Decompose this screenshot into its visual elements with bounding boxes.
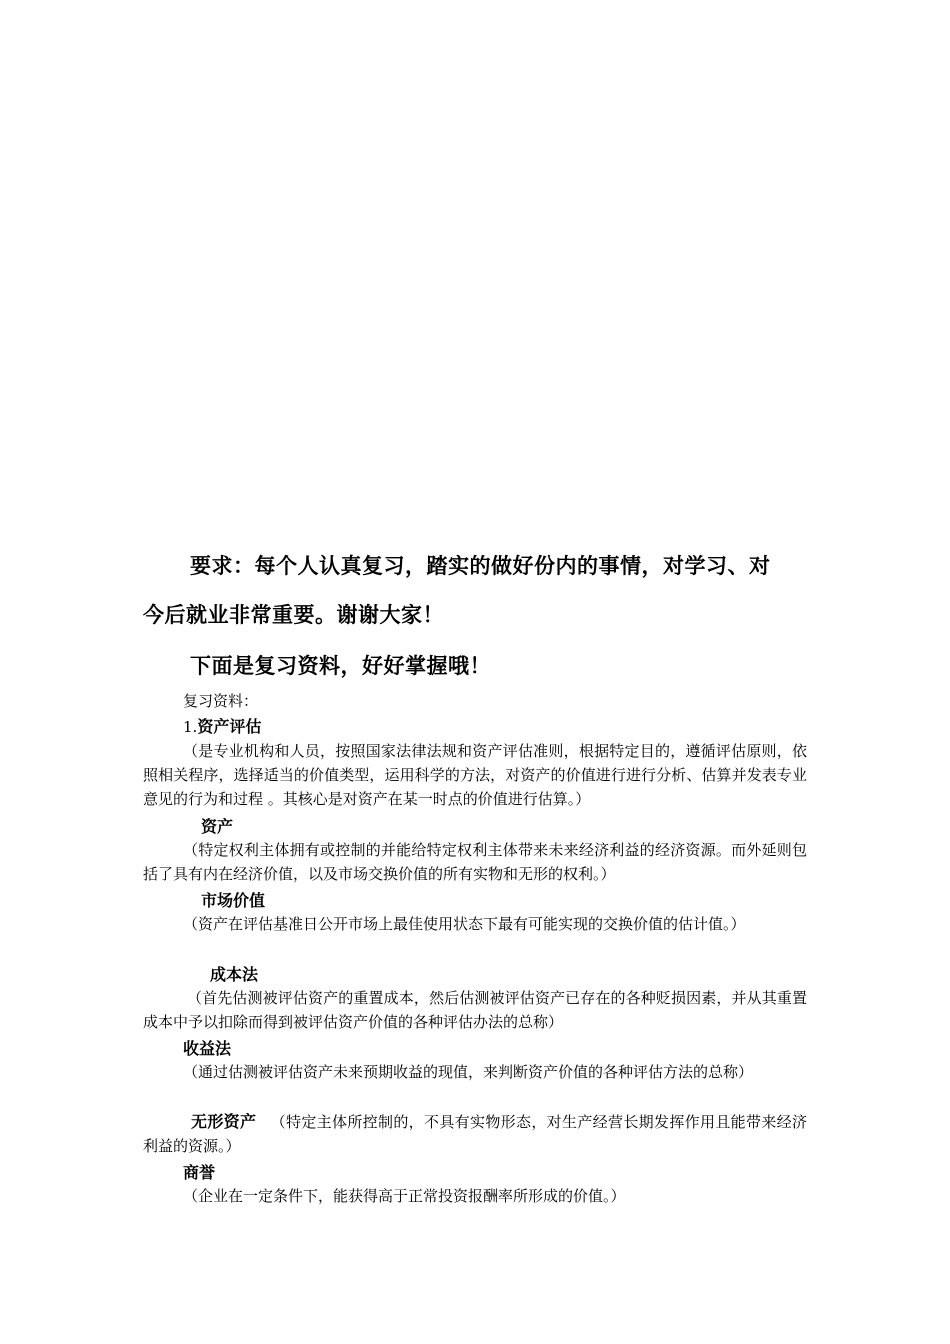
requirement-line-1: 要求：每个人认真复习，踏实的做好份内的事情，对学习、对	[190, 554, 771, 578]
term-heading-intangible: 无形资产	[191, 1112, 257, 1131]
term-desc-goodwill: （企业在一定条件下，能获得高于正常投资报酬率所形成的价值。）	[183, 1187, 626, 1205]
review-label: 复习资料：	[183, 692, 259, 710]
term-desc-asset: （特定权利主体拥有或控制的并能给特定权利主体带来未来经济利益的经济资源。而外延则包括了具有内在经济价值，以及市场交换价值的所有实物和无形的权利。）	[143, 841, 807, 883]
term-desc-intangible: （特定主体所控制的，不具有实物形态，对生产经营长期发挥作用且能带来经济利益的资源。）	[143, 1113, 807, 1155]
term-heading-market-value: 市场价值	[201, 891, 266, 910]
term-desc-cost-approach: （首先估测被评估资产的重置成本，然后估测被评估资产已存在的各种贬损因素，并从其重置成本中予以扣除而得到被评估资产价值的各种评估办法的总称）	[143, 989, 807, 1031]
term-desc-income-approach: （通过估测被评估资产未来预期收益的现值，来判断资产价值的各种评估方法的总称）	[183, 1063, 754, 1081]
term-heading-income-approach: 收益法	[183, 1039, 232, 1058]
term-heading-goodwill: 商誉	[183, 1163, 216, 1182]
term-desc-market-value: （资产在评估基准日公开市场上最佳使用状态下最有可能实现的交换价值的估计值。）	[183, 915, 746, 933]
item-number: 1.	[183, 718, 198, 736]
term-heading-asset-appraisal	[183, 714, 261, 737]
term-desc-asset-appraisal: （是专业机构和人员，按照国家法律法规和资产评估准则，根据特定目的，遵循评估原则，依照相关程序，选择适当的价值类型，运用科学的方法，对资产的价值进行进行分析、估算并发表专业意见的行为和过程 。其核心是对资产在某一时点的价值进行估算。）	[143, 742, 807, 808]
term-heading-cost-approach: 成本法	[210, 965, 259, 984]
term-label: 资产评估	[197, 717, 262, 736]
requirement-line-2: 今后就业非常重要。谢谢大家！	[143, 603, 444, 627]
term-intangible-block	[143, 1110, 807, 1158]
term-heading-asset: 资产	[201, 817, 234, 836]
intro-heading: 下面是复习资料，好好掌握哦！	[190, 654, 491, 678]
